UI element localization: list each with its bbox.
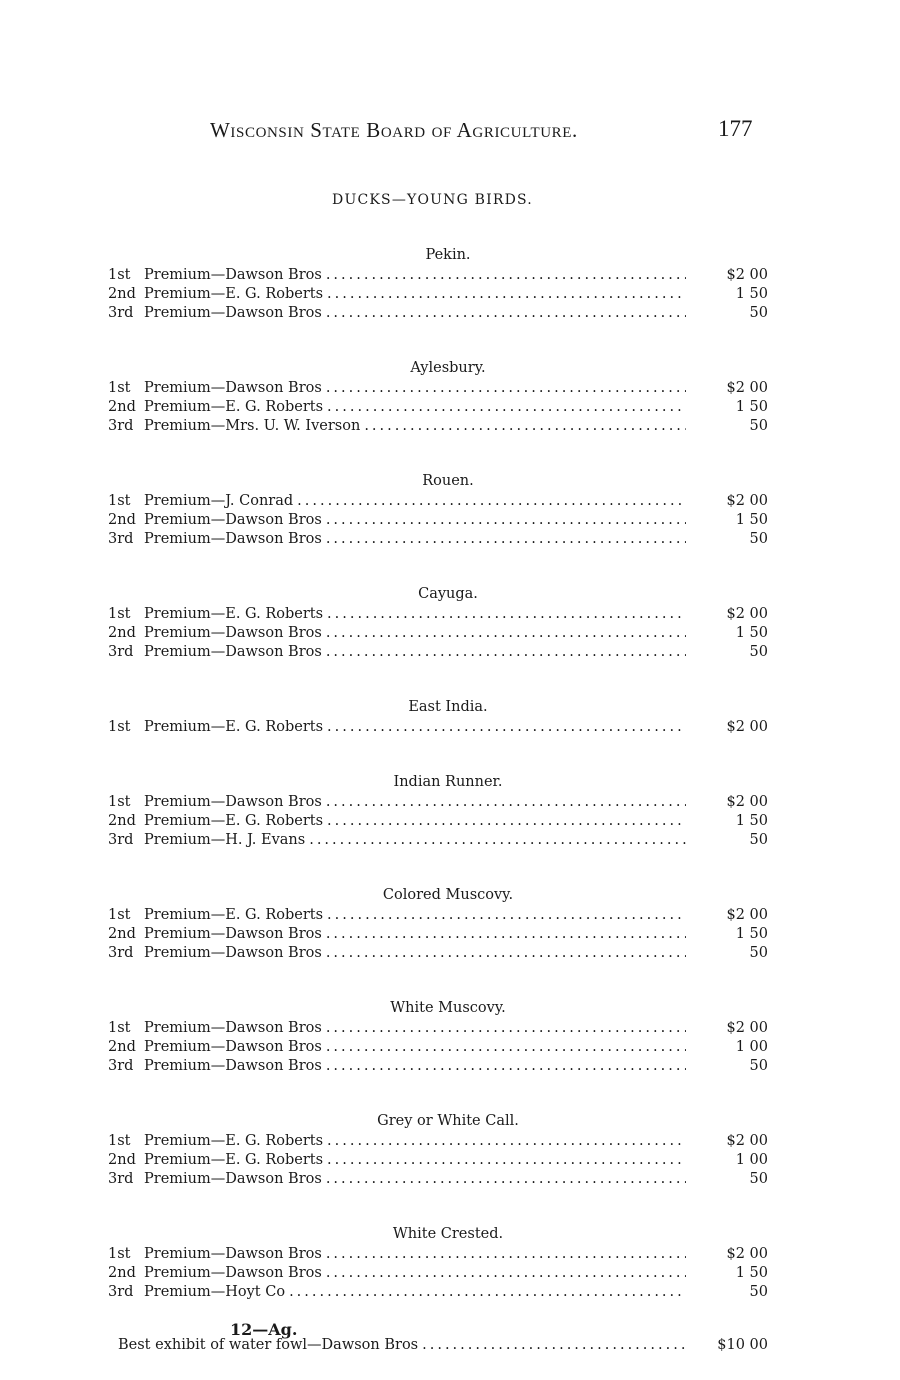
dot-leader [326, 1038, 686, 1057]
award-label: Premium—E. G. Roberts [144, 286, 324, 302]
award-row [108, 511, 768, 530]
amount: 50 [749, 418, 768, 434]
award-label: Premium—Dawson Bros [144, 1265, 322, 1281]
amount: $2 00 [726, 794, 768, 810]
dot-leader [326, 266, 686, 285]
dot-leader [297, 492, 686, 511]
amount: $2 00 [726, 606, 768, 622]
place: 2nd [108, 1265, 136, 1281]
award-group-white-crested [108, 1223, 768, 1302]
amount: 50 [749, 531, 768, 547]
award-group-cayuga [108, 583, 768, 662]
award-row [108, 285, 768, 304]
dot-leader [326, 1170, 686, 1189]
dot-leader [364, 417, 686, 436]
amount: 50 [749, 1284, 768, 1300]
dot-leader [326, 1264, 686, 1283]
award-label: Premium—Dawson Bros [144, 531, 322, 547]
award-label: Premium—Dawson Bros [144, 512, 322, 528]
place: 3rd [108, 1284, 134, 1300]
amount: $2 00 [726, 267, 768, 283]
group-title: Grey or White Call. [377, 1113, 519, 1129]
award-group-east-india [108, 696, 768, 737]
award-label: Premium—H. J. Evans [144, 832, 306, 848]
award-row [108, 718, 768, 737]
amount: 1 50 [735, 512, 768, 528]
award-label: Premium—E. G. Roberts [144, 1152, 324, 1168]
amount: 50 [749, 1058, 768, 1074]
award-row [108, 793, 768, 812]
dot-leader [326, 624, 686, 643]
section-title: DUCKS—YOUNG BIRDS. [332, 192, 533, 208]
amount: 1 50 [735, 399, 768, 415]
amount: 1 00 [735, 1152, 768, 1168]
dot-leader [327, 718, 686, 737]
award-group-white-muscovy [108, 997, 768, 1076]
dot-leader [326, 379, 686, 398]
place: 3rd [108, 1171, 134, 1187]
award-row [108, 831, 768, 850]
dot-leader [422, 1336, 686, 1355]
group-title: Cayuga. [418, 586, 478, 602]
dot-leader [326, 530, 686, 549]
award-label: Premium—Dawson Bros [144, 1058, 322, 1074]
amount: $2 00 [726, 1246, 768, 1262]
award-label: Premium—J. Conrad [144, 493, 294, 509]
award-row [108, 1283, 768, 1302]
running-head: Wisconsin State Board of Agriculture. [210, 118, 578, 142]
award-label: Premium—Dawson Bros [144, 945, 322, 961]
amount: 1 50 [735, 1265, 768, 1281]
award-row [108, 1264, 768, 1283]
place: 3rd [108, 945, 134, 961]
dot-leader [309, 831, 686, 850]
award-label: Premium—E. G. Roberts [144, 719, 324, 735]
award-label: Premium—Dawson Bros [144, 380, 322, 396]
award-row [108, 944, 768, 963]
group-title: White Crested. [392, 1226, 504, 1242]
award-label: Premium—E. G. Roberts [144, 813, 324, 829]
amount: $2 00 [726, 719, 768, 735]
place: 2nd [108, 813, 136, 829]
group-title: Rouen. [422, 473, 474, 489]
amount: $2 00 [726, 380, 768, 396]
group-title: East India. [408, 699, 488, 715]
award-label: Premium—Dawson Bros [144, 1039, 322, 1055]
award-row [108, 417, 768, 436]
award-row [108, 1038, 768, 1057]
dot-leader [327, 812, 686, 831]
award-label: Premium—Hoyt Co [144, 1284, 286, 1300]
group-title: Aylesbury. [410, 360, 486, 376]
award-group-rouen [108, 470, 768, 549]
award-row [108, 1151, 768, 1170]
award-row [108, 1170, 768, 1189]
award-row [108, 925, 768, 944]
award-row [108, 1019, 768, 1038]
place: 3rd [108, 1058, 134, 1074]
award-row [108, 812, 768, 831]
award-label: Premium—Dawson Bros [144, 926, 322, 942]
amount: 1 50 [735, 286, 768, 302]
amount: 50 [749, 832, 768, 848]
award-row [108, 624, 768, 643]
award-row [108, 1132, 768, 1151]
place: 2nd [108, 926, 136, 942]
award-row [108, 379, 768, 398]
amount: 1 00 [735, 1039, 768, 1055]
group-title: Colored Muscovy. [382, 887, 514, 903]
premium-list [108, 244, 768, 1355]
dot-leader [327, 1151, 686, 1170]
award-label: Premium—Dawson Bros [144, 1171, 322, 1187]
award-label: Premium—Dawson Bros [144, 794, 322, 810]
dot-leader [327, 605, 686, 624]
place: 1st [108, 1020, 131, 1036]
award-row [108, 492, 768, 511]
award-group-pekin [108, 244, 768, 323]
dot-leader [326, 793, 686, 812]
place: 2nd [108, 399, 136, 415]
place: 1st [108, 380, 131, 396]
group-title: White Muscovy. [390, 1000, 506, 1016]
award-label: Premium—Mrs. U. W. Iverson [144, 418, 361, 434]
amount: $2 00 [726, 1133, 768, 1149]
amount: 1 50 [735, 625, 768, 641]
place: 1st [108, 493, 131, 509]
place: 3rd [108, 531, 134, 547]
award-label: Premium—Dawson Bros [144, 1020, 322, 1036]
award-label: Premium—E. G. Roberts [144, 606, 324, 622]
page-number: 177 [718, 116, 753, 141]
award-row [108, 304, 768, 323]
amount: 1 50 [735, 926, 768, 942]
place: 1st [108, 606, 131, 622]
dot-leader [326, 643, 686, 662]
dot-leader [326, 1057, 686, 1076]
award-row [108, 1057, 768, 1076]
amount: $2 00 [726, 907, 768, 923]
best-exhibit-amount: $10 00 [717, 1337, 768, 1353]
amount: 50 [749, 305, 768, 321]
award-label: Premium—Dawson Bros [144, 1246, 322, 1262]
place: 2nd [108, 286, 136, 302]
dot-leader [327, 1132, 686, 1151]
award-row [108, 398, 768, 417]
award-label: Premium—E. G. Roberts [144, 1133, 324, 1149]
award-group-grey-or-white-call [108, 1110, 768, 1189]
dot-leader [326, 944, 686, 963]
place: 3rd [108, 832, 134, 848]
dot-leader [326, 511, 686, 530]
place: 3rd [108, 644, 134, 660]
award-row [108, 605, 768, 624]
award-group-colored-muscovy [108, 884, 768, 963]
award-row [108, 530, 768, 549]
award-label: Premium—E. G. Roberts [144, 399, 324, 415]
award-label: Premium—Dawson Bros [144, 305, 322, 321]
dot-leader [327, 285, 686, 304]
place: 2nd [108, 625, 136, 641]
award-row [108, 266, 768, 285]
best-exhibit-row [108, 1336, 768, 1355]
place: 1st [108, 719, 131, 735]
amount: 1 50 [735, 813, 768, 829]
dot-leader [327, 906, 686, 925]
award-label: Premium—E. G. Roberts [144, 907, 324, 923]
dot-leader [326, 304, 686, 323]
dot-leader [327, 398, 686, 417]
award-row [108, 1245, 768, 1264]
group-title: Indian Runner. [393, 774, 503, 790]
amount: 50 [749, 644, 768, 660]
amount: 50 [749, 1171, 768, 1187]
place: 3rd [108, 305, 134, 321]
place: 1st [108, 907, 131, 923]
best-exhibit-label: Best exhibit of water fowl—Dawson Bros [118, 1337, 419, 1353]
award-label: Premium—Dawson Bros [144, 625, 322, 641]
award-group-aylesbury [108, 357, 768, 436]
dot-leader [326, 1245, 686, 1264]
place: 1st [108, 1133, 131, 1149]
award-group-indian-runner [108, 771, 768, 850]
dot-leader [326, 1019, 686, 1038]
place: 2nd [108, 1039, 136, 1055]
amount: $2 00 [726, 1020, 768, 1036]
award-row [108, 906, 768, 925]
signature-mark: 12—Ag. [230, 1320, 298, 1339]
place: 1st [108, 267, 131, 283]
award-label: Premium—Dawson Bros [144, 267, 322, 283]
place: 1st [108, 1246, 131, 1262]
amount: $2 00 [726, 493, 768, 509]
place: 2nd [108, 512, 136, 528]
group-title: Pekin. [425, 247, 471, 263]
place: 1st [108, 794, 131, 810]
place: 3rd [108, 418, 134, 434]
amount: 50 [749, 945, 768, 961]
dot-leader [326, 925, 686, 944]
dot-leader [289, 1283, 686, 1302]
award-label: Premium—Dawson Bros [144, 644, 322, 660]
place: 2nd [108, 1152, 136, 1168]
award-row [108, 643, 768, 662]
